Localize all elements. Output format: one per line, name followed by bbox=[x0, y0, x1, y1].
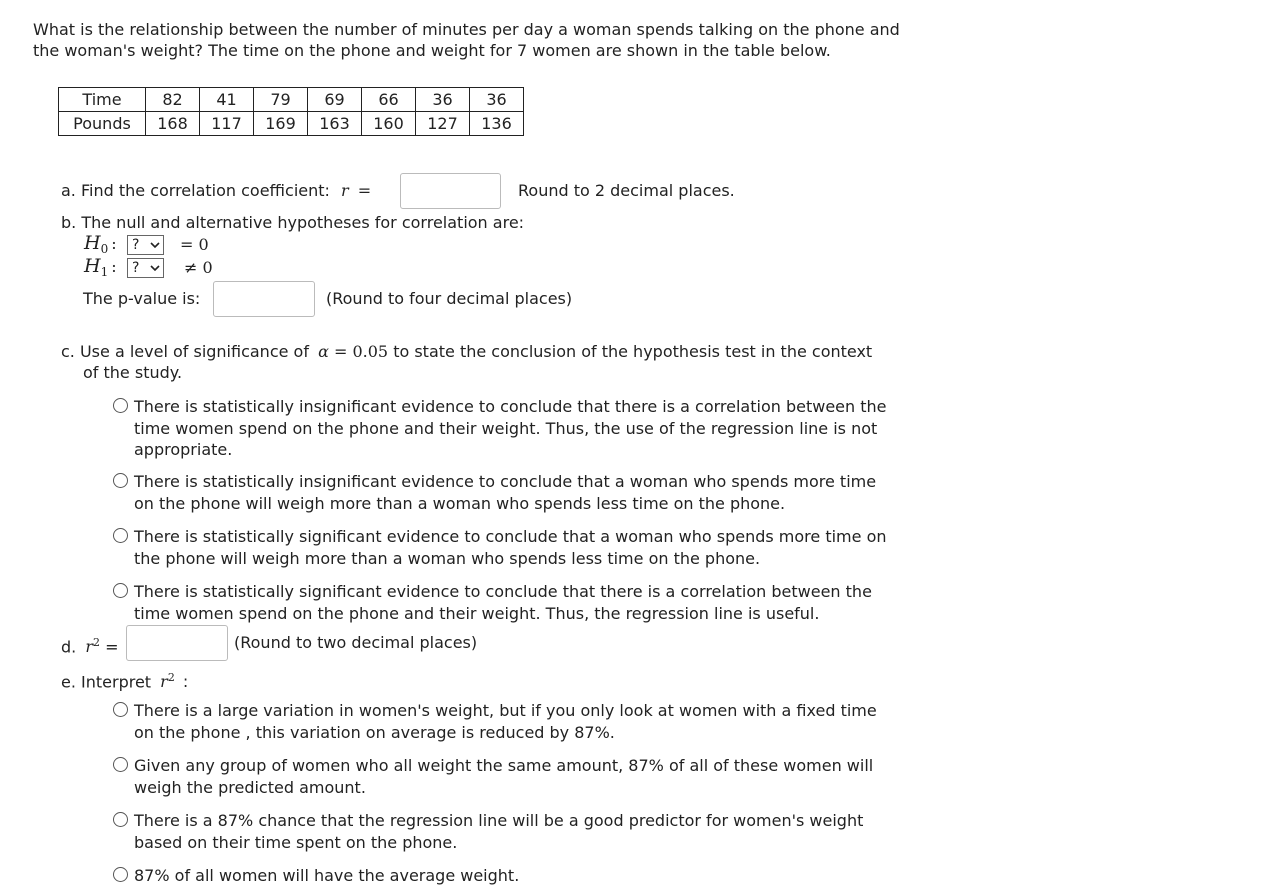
part-c-line-2: of the study. bbox=[83, 363, 183, 382]
h1-label bbox=[84, 256, 117, 283]
h0-parameter-select[interactable] bbox=[127, 235, 164, 255]
radio-button[interactable] bbox=[113, 398, 128, 413]
h1-letter: H bbox=[84, 255, 101, 277]
equals-sign: = bbox=[357, 181, 372, 200]
radio-button[interactable] bbox=[113, 473, 128, 488]
radio-button[interactable] bbox=[113, 583, 128, 598]
table-row bbox=[59, 112, 524, 136]
conclusion-option-1[interactable] bbox=[113, 396, 914, 461]
part-d-hint: (Round to two decimal places) bbox=[234, 633, 478, 652]
interpretation-option-2[interactable] bbox=[113, 755, 914, 798]
option-text: on the phone will weigh more than a woman who spends less time on the phone. bbox=[134, 493, 786, 513]
option-text: There is statistically significant evidence to conclude that a woman who spends more time on bbox=[134, 527, 887, 546]
conclusion-option-2[interactable] bbox=[113, 471, 914, 514]
table-cell: 160 bbox=[362, 112, 416, 136]
pvalue-label: The p-value is: bbox=[83, 289, 201, 308]
table-cell: 82 bbox=[146, 88, 200, 112]
table-cell: 117 bbox=[200, 112, 254, 136]
radio-button[interactable] bbox=[113, 867, 128, 882]
option-text: There is a 87% chance that the regression line will be a good predictor for women's weight bbox=[134, 811, 864, 830]
alpha-value: = 0.05 bbox=[333, 342, 389, 361]
part-c-text-a: c. Use a level of significance of bbox=[61, 342, 309, 361]
option-text: based on their time spent on the phone. bbox=[134, 832, 458, 852]
conclusion-option-3[interactable] bbox=[113, 526, 914, 569]
h0-relation: = 0 bbox=[180, 235, 209, 254]
table-cell: 69 bbox=[308, 88, 362, 112]
option-text: There is statistically insignificant evidence to conclude that a woman who spends more time bbox=[134, 472, 877, 491]
h1-colon: : bbox=[111, 257, 117, 276]
part-a-text: a. Find the correlation coefficient: bbox=[61, 181, 330, 200]
interpretation-option-1[interactable] bbox=[113, 700, 914, 743]
radio-button[interactable] bbox=[113, 528, 128, 543]
h1-select-value: ? bbox=[132, 260, 140, 276]
radio-button[interactable] bbox=[113, 702, 128, 717]
r-symbol: r bbox=[85, 637, 93, 657]
option-text: There is a large variation in women's weight, but if you only look at women with a fixed time bbox=[134, 701, 877, 720]
option-text: time women spend on the phone and their weight. Thus, the regression line is useful. bbox=[134, 603, 820, 623]
table-cell: 36 bbox=[416, 88, 470, 112]
h1-parameter-select[interactable] bbox=[127, 258, 164, 278]
table-cell: 66 bbox=[362, 88, 416, 112]
chevron-down-icon bbox=[150, 259, 160, 283]
part-e-text: e. Interpret bbox=[61, 672, 152, 692]
option-text: Given any group of women who all weight the same amount, 87% of all of these women will bbox=[134, 756, 874, 775]
h0-select-value: ? bbox=[132, 237, 140, 253]
conclusion-option-4[interactable] bbox=[113, 581, 914, 624]
table-cell: 169 bbox=[254, 112, 308, 136]
interpretation-option-4[interactable] bbox=[113, 865, 914, 887]
option-text: weigh the predicted amount. bbox=[134, 777, 366, 797]
table-cell: 136 bbox=[470, 112, 524, 136]
colon: : bbox=[182, 672, 189, 692]
data-table bbox=[58, 87, 524, 136]
option-text: time women spend on the phone and their weight. Thus, the use of the regression line is not bbox=[134, 418, 878, 438]
h0-colon: : bbox=[111, 234, 117, 253]
r-symbol: r bbox=[341, 181, 349, 200]
radio-button[interactable] bbox=[113, 812, 128, 827]
h1-subscript: 1 bbox=[100, 265, 109, 280]
chevron-down-icon bbox=[150, 236, 160, 260]
option-text: There is statistically insignificant evidence to conclude that there is a correlation between the bbox=[134, 397, 887, 416]
equals-sign: = bbox=[105, 637, 119, 657]
row-label-time: Time bbox=[59, 88, 146, 112]
intro-line-1: What is the relationship between the number of minutes per day a woman spends talking on the phone and bbox=[33, 20, 900, 39]
option-text: the phone will weigh more than a woman who spends less time on the phone. bbox=[134, 548, 761, 568]
pvalue-hint: (Round to four decimal places) bbox=[326, 289, 573, 308]
h1-relation: ≠ 0 bbox=[184, 258, 213, 277]
part-c-line-1 bbox=[61, 341, 872, 362]
part-a-hint: Round to 2 decimal places. bbox=[518, 181, 735, 200]
interpretation-option-3[interactable] bbox=[113, 810, 914, 853]
part-a-label bbox=[61, 180, 371, 201]
radio-button[interactable] bbox=[113, 757, 128, 772]
option-text: 87% of all women will have the average weight. bbox=[134, 866, 520, 885]
part-c-text-b: to state the conclusion of the hypothesis test in the context bbox=[393, 342, 873, 361]
table-row bbox=[59, 88, 524, 112]
r-squared-input[interactable] bbox=[126, 625, 228, 661]
table-cell: 163 bbox=[308, 112, 362, 136]
table-cell: 127 bbox=[416, 112, 470, 136]
correlation-input[interactable] bbox=[400, 173, 501, 209]
option-text: on the phone , this variation on average is reduced by 87%. bbox=[134, 722, 615, 742]
row-label-pounds: Pounds bbox=[59, 112, 146, 136]
part-b-label: b. The null and alternative hypotheses for correlation are: bbox=[61, 213, 525, 232]
option-text: There is statistically significant evidence to conclude that there is a correlation between the bbox=[134, 582, 872, 601]
squared-superscript: 2 bbox=[93, 636, 100, 649]
option-text: appropriate. bbox=[134, 440, 233, 459]
table-cell: 41 bbox=[200, 88, 254, 112]
table-cell: 36 bbox=[470, 88, 524, 112]
alpha-symbol: α bbox=[318, 342, 329, 361]
table-cell: 79 bbox=[254, 88, 308, 112]
table-cell: 168 bbox=[146, 112, 200, 136]
r-symbol: r bbox=[160, 672, 168, 692]
intro-line-2: the woman's weight? The time on the phone and weight for 7 women are shown in the table below. bbox=[33, 41, 831, 60]
part-e-label bbox=[61, 667, 188, 692]
h0-letter: H bbox=[84, 232, 101, 254]
part-d-letter: d. bbox=[61, 637, 77, 657]
h0-subscript: 0 bbox=[100, 242, 109, 257]
part-d-label bbox=[61, 632, 119, 657]
squared-superscript: 2 bbox=[167, 671, 175, 684]
pvalue-input[interactable] bbox=[213, 281, 315, 317]
